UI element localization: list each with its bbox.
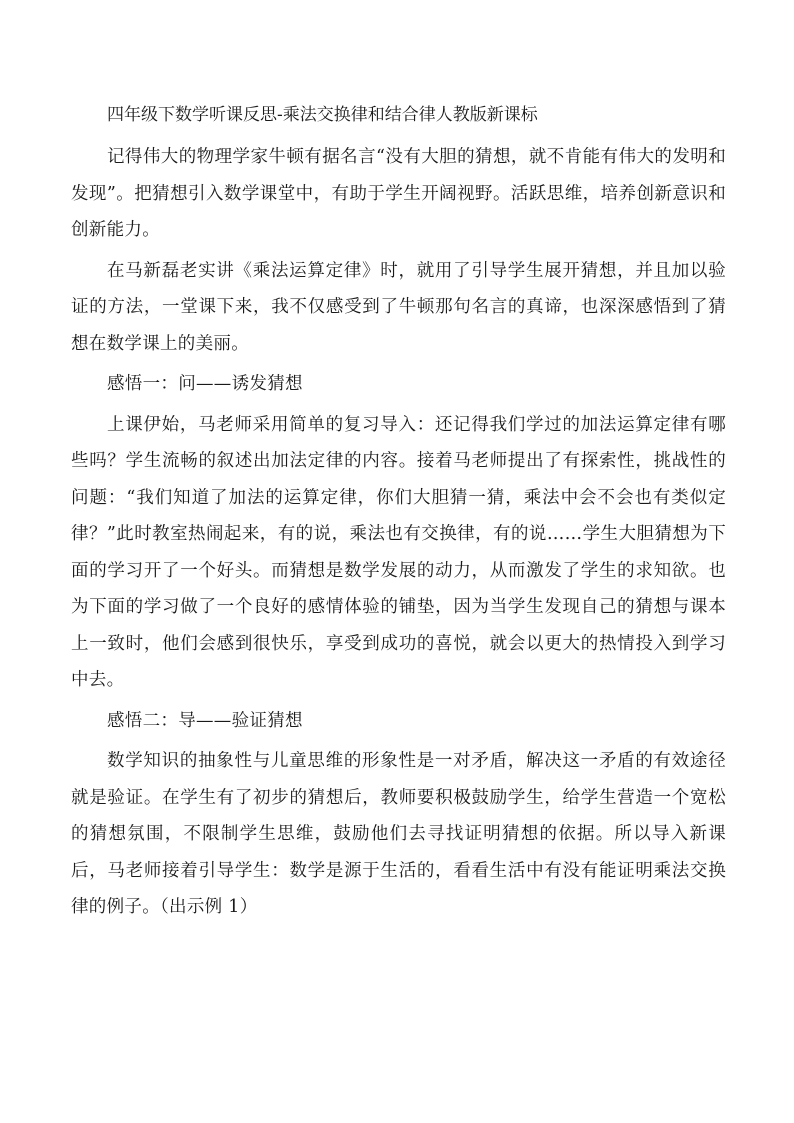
section-1-paragraph: 上课伊始，马老师采用简单的复习导入：还记得我们学过的加法运算定律有哪些吗？学生流畅的叙述出加法定律的内容。接着马老师提出了有探索性，挑战性的问题：“我们知道了加法的运算定律，你们大胆猜一猜，乘法中会不会也有类似定律？”此时教室热闹起来，有的说，乘法也有交换律，有的说……学生大胆猜想为下面的学习开了一个好头。而猜想是数学发展的动力，从而激发了学生的求知欲。也为下面的学习做了一个良好的感情体验的铺垫，因为当学生发现自己的猜想与课本上一致时，他们会感到很快乐，享受到成功的喜悦，就会以更大的热情投入到学习中去。: [71, 414, 726, 690]
intro-paragraph: 记得伟大的物理学家牛顿有据名言“没有大胆的猜想，就不肯能有伟大的发明和发现”。把猜想引入数学课堂中，有助于学生开阔视野。活跃思维，培养创新意识和创新能力。: [71, 147, 726, 240]
section-2-paragraph: 数学知识的抽象性与儿童思维的形象性是一对矛盾，解决这一矛盾的有效途径就是验证。在学生有了初步的猜想后，教师要积极鼓励学生，给学生营造一个宽松的猜想氛围，不限制学生思维，鼓励他们去寻找证明猜想的依据。所以导入新课后，马老师接着引导学生：数学是源于生活的，看看生活中有没有能证明乘法交换律的例子。（出示例 1）: [71, 751, 726, 917]
context-paragraph: 在马新磊老实讲《乘法运算定律》时，就用了引导学生展开猜想，并且加以验证的方法，一堂课下来，我不仅感受到了牛顿那句名言的真谛，也深深感悟到了猜想在数学课上的美丽。: [71, 260, 726, 354]
document-page: [71, 95, 726, 926]
section-heading-1: 感悟一：问——诱发猜想: [107, 374, 303, 394]
document-title: 四年级下数学听课反思-乘法交换律和结合律人教版新课标: [107, 105, 538, 125]
section-heading-2: 感悟二：导——验证猜想: [107, 710, 303, 731]
